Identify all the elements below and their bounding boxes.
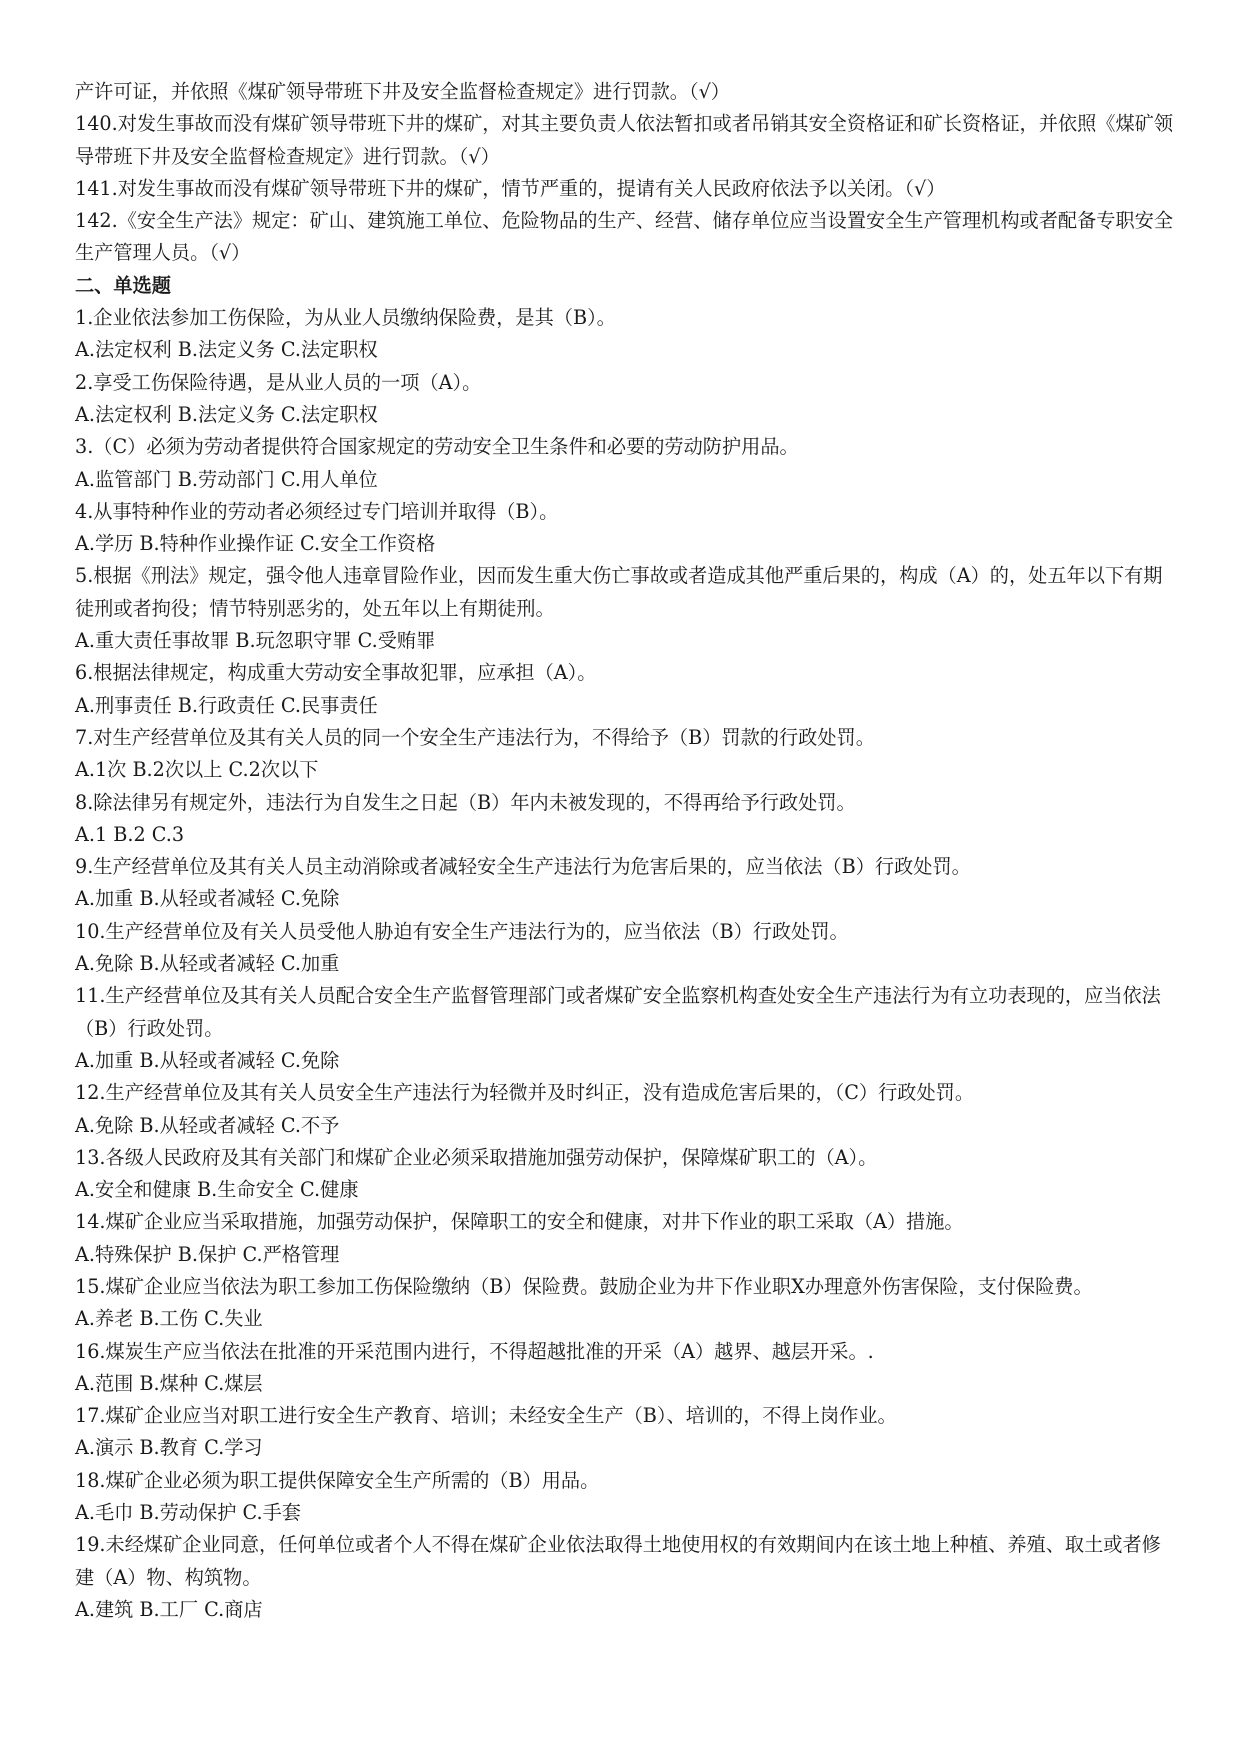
intro-line: 产许可证，并依照《煤矿领导带班下井及安全监督检查规定》进行罚款。（√）	[75, 80, 730, 103]
intro-line: 141.对发生事故而没有煤矿领导带班下井的煤矿，情节严重的，提请有关人民政府依法予以关闭。（√）	[75, 176, 946, 200]
question-text: 11.生产经营单位及其有关人员配合安全生产监督管理部门或者煤矿安全监察机构查处安全生产违法行为有立功表现的，应当依法（B）行政处罚。	[75, 984, 1161, 1040]
section-title: 二、单选题	[75, 273, 171, 297]
question-text: 19.未经煤矿企业同意，任何单位或者个人不得在煤矿企业依法取得土地使用权的有效期间内在该土地上种植、养殖、取土或者修建（A）物、构筑物。	[75, 1533, 1161, 1589]
question-options: A.加重 B.从轻或者减轻 C.免除	[75, 887, 340, 911]
question-text: 15.煤矿企业应当依法为职工参加工伤保险缴纳（B）保险费。鼓励企业为井下作业职X办理意外伤害保险，支付保险费。	[75, 1274, 1093, 1298]
intro-line: 142.《安全生产法》规定：矿山、建筑施工单位、危险物品的生产、经营、储存单位应当设置安全生产管理机构或者配备专职安全生产管理人员。（√）	[75, 209, 1174, 265]
question-options: A.建筑 B.工厂 C.商店	[75, 1597, 263, 1621]
question-text: 16.煤炭生产应当依法在批准的开采范围内进行，不得超越批准的开采（A）越界、越层开采。.	[75, 1339, 874, 1363]
question-text: 5.根据《刑法》规定，强令他人违章冒险作业，因而发生重大伤亡事故或者造成其他严重后果的，构成（A）的，处五年以下有期徒刑或者拘役；情节特别恶劣的，处五年以上有期徒刑。	[75, 564, 1163, 620]
question-options: A.加重 B.从轻或者减轻 C.免除	[75, 1048, 340, 1072]
question-options: A.学历 B.特种作业操作证 C.安全工作资格	[75, 532, 436, 556]
question-text: 17.煤矿企业应当对职工进行安全生产教育、培训；未经安全生产（B）、培训的，不得上岗作业。	[75, 1404, 897, 1428]
question-options: A.演示 B.教育 C.学习	[75, 1436, 263, 1460]
question-text: 8.除法律另有规定外，违法行为自发生之日起（B）年内未被发现的，不得再给予行政处罚。	[75, 790, 856, 814]
question-text: 18.煤矿企业必须为职工提供保障安全生产所需的（B）用品。	[75, 1468, 600, 1492]
question-text: 12.生产经营单位及其有关人员安全生产违法行为轻微并及时纠正，没有造成危害后果的，（C）行政处罚。	[75, 1081, 975, 1105]
question-text: 3.（C）必须为劳动者提供符合国家规定的劳动安全卫生条件和必要的劳动防护用品。	[75, 435, 799, 459]
question-options: A.范围 B.煤种 C.煤层	[75, 1371, 263, 1395]
question-options: A.监管部门 B.劳动部门 C.用人单位	[75, 467, 378, 491]
question-text: 7.对生产经营单位及其有关人员的同一个安全生产违法行为，不得给予（B）罚款的行政处罚。	[75, 725, 875, 749]
question-options: A.重大责任事故罪 B.玩忽职守罪 C.受贿罪	[75, 629, 436, 653]
question-options: A.免除 B.从轻或者减轻 C.加重	[75, 952, 340, 976]
question-options: A.刑事责任 B.行政责任 C.民事责任	[75, 693, 378, 717]
question-text: 2.享受工伤保险待遇，是从业人员的一项（A）。	[75, 370, 482, 394]
question-options: A.1次 B.2次以上 C.2次以下	[75, 758, 319, 782]
question-text: 13.各级人民政府及其有关部门和煤矿企业必须采取措施加强劳动保护，保障煤矿职工的（A）。	[75, 1145, 878, 1169]
question-options: A.安全和健康 B.生命安全 C.健康	[75, 1178, 359, 1202]
question-options: A.养老 B.工伤 C.失业	[75, 1307, 263, 1331]
question-text: 4.从事特种作业的劳动者必须经过专门培训并取得（B）。	[75, 499, 559, 523]
question-options: A.1 B.2 C.3	[75, 822, 185, 846]
question-text: 10.生产经营单位及有关人员受他人胁迫有安全生产违法行为的，应当依法（B）行政处罚。	[75, 919, 849, 943]
question-options: A.特殊保护 B.保护 C.严格管理	[75, 1242, 340, 1266]
intro-line: 140.对发生事故而没有煤矿领导带班下井的煤矿，对其主要负责人依法暂扣或者吊销其安全资格证和矿长资格证，并依照《煤矿领导带班下井及安全监督检查规定》进行罚款。（√）	[75, 112, 1174, 168]
question-text: 14.煤矿企业应当采取措施，加强劳动保护，保障职工的安全和健康，对井下作业的职工采取（A）措施。	[75, 1210, 964, 1234]
question-text: 1.企业依法参加工伤保险，为从业人员缴纳保险费，是其（B）。	[75, 306, 616, 330]
question-options: A.法定权利 B.法定义务 C.法定职权	[75, 338, 378, 362]
question-options: A.免除 B.从轻或者减轻 C.不予	[75, 1113, 340, 1137]
question-options: A.毛巾 B.劳动保护 C.手套	[75, 1501, 301, 1525]
question-text: 9.生产经营单位及其有关人员主动消除或者减轻安全生产违法行为危害后果的，应当依法（B）行政处罚。	[75, 855, 971, 879]
question-text: 6.根据法律规定，构成重大劳动安全事故犯罪，应承担（A）。	[75, 661, 597, 685]
question-options: A.法定权利 B.法定义务 C.法定职权	[75, 402, 378, 426]
